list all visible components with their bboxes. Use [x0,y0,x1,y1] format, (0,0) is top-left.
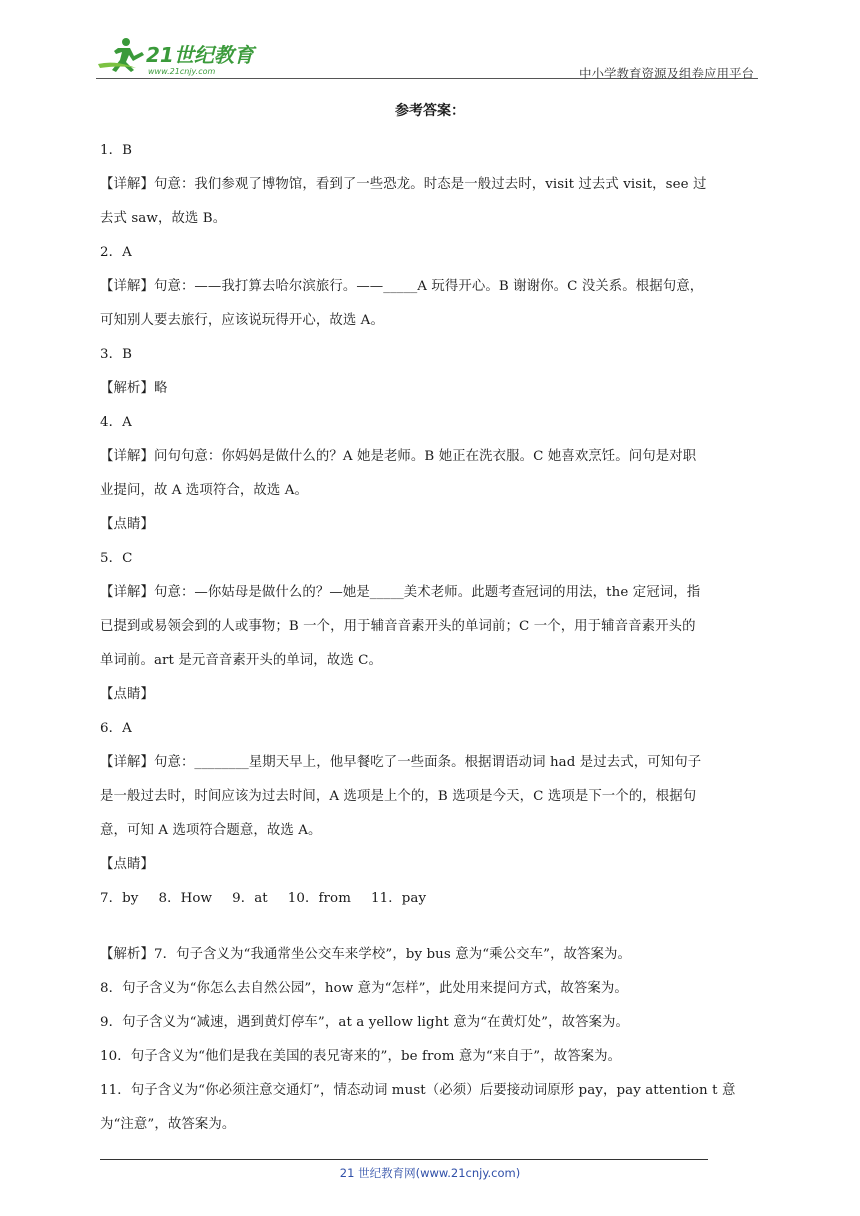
text-line: 【详解】句意：________星期天早上，他早餐吃了一些面条。根据谓语动词 had 是过去式，可知句子 [100,755,702,770]
page-title: 参考答案： [395,103,465,119]
text-line: 已提到或易领会到的人或事物；B 一个，用于辅音音素开头的单词前；C 一个，用于辅音音素开头的 [100,619,696,634]
footer-divider [100,1159,708,1160]
text-line: 【详解】句意：—你姑母是做什么的？—她是_____美术老师。此题考查冠词的用法，the 定冠词，指 [100,585,701,600]
text-line: 可知别人要去旅行，应该说玩得开心，故选 A。 [100,313,384,328]
explanation-line: 8．句子含义为“你怎么去自然公园”，how 意为“怎样”，此处用来提问方式，故答案为。 [100,981,628,996]
answer-lines [100,134,760,882]
answers-row [100,882,760,916]
explanation-lines [100,938,760,1142]
text-line: 【详解】句意：——我打算去哈尔滨旅行。——_____A 玩得开心。B 谢谢你。C 没关系。根据句意， [100,279,704,294]
logo-url: www.21cnjy.com [148,67,216,76]
answer-item: 10．from [287,891,352,906]
explanation-line: 9．句子含义为“减速，遇到黄灯停车”，at a yellow light 意为“在黄灯处”，故答案为。 [100,1015,630,1030]
explanation-line: 10．句子含义为“他们是我在美国的表兄寄来的”，be from 意为“来自于”，故答案为。 [100,1049,622,1064]
spacer [100,916,760,938]
21cnjy-logo-icon [96,34,266,78]
text-line: 是一般过去时，时间应该为过去时间，A 选项是上个的，B 选项是今天，C 选项是下一个的，根据句 [100,789,697,804]
header-divider [96,78,758,79]
text-line: 【解析】略 [100,381,168,396]
logo-text: 21世纪教育 [146,43,254,67]
text-line: 2．A [100,245,132,260]
text-line: 【详解】句意：我们参观了博物馆，看到了一些恐龙。时态是一般过去时，visit 过去式 visit，see 过 [100,177,707,192]
text-line: 1．B [100,143,133,158]
answer-item: 11．pay [371,891,427,906]
text-line: 4．A [100,415,132,430]
text-line: 单词前。art 是元音音素开头的单词，故选 C。 [100,653,382,668]
text-line: 【详解】问句句意：你妈妈是做什么的？A 她是老师。B 她正在洗衣服。C 她喜欢烹饪。问句是对职 [100,449,697,464]
text-line: 业提问，故 A 选项符合，故选 A。 [100,483,308,498]
explanation-line: 为“注意”，故答案为。 [100,1117,236,1132]
page-footer: 21 世纪教育网(www.21cnjy.com) [339,1166,521,1180]
text-line: 意，可知 A 选项符合题意，故选 A。 [100,823,322,838]
text-line: 【点睛】 [100,857,154,872]
text-line: 5．C [100,551,133,566]
answer-item: 8．How [158,891,213,906]
text-line: 【点睛】 [100,687,154,702]
text-line: 3．B [100,347,133,362]
answer-content [100,100,760,1142]
text-line: 去式 saw，故选 B。 [100,211,227,226]
explanation-line: 11．句子含义为“你必须注意交通灯”，情态动词 must（必须）后要接动词原形 pay，pay attention t 意 [100,1083,736,1098]
explanation-line: 【解析】7．句子含义为“我通常坐公交车来学校”，by bus 意为“乘公交车”，故答案为。 [100,947,632,962]
text-line: 6．A [100,721,132,736]
answer-item: 7．by [100,891,139,906]
text-line: 【点睛】 [100,517,154,532]
header-platform-text: 中小学教育资源及组卷应用平台 [578,66,754,81]
answer-item: 9．at [232,891,268,906]
page-header [96,30,758,80]
